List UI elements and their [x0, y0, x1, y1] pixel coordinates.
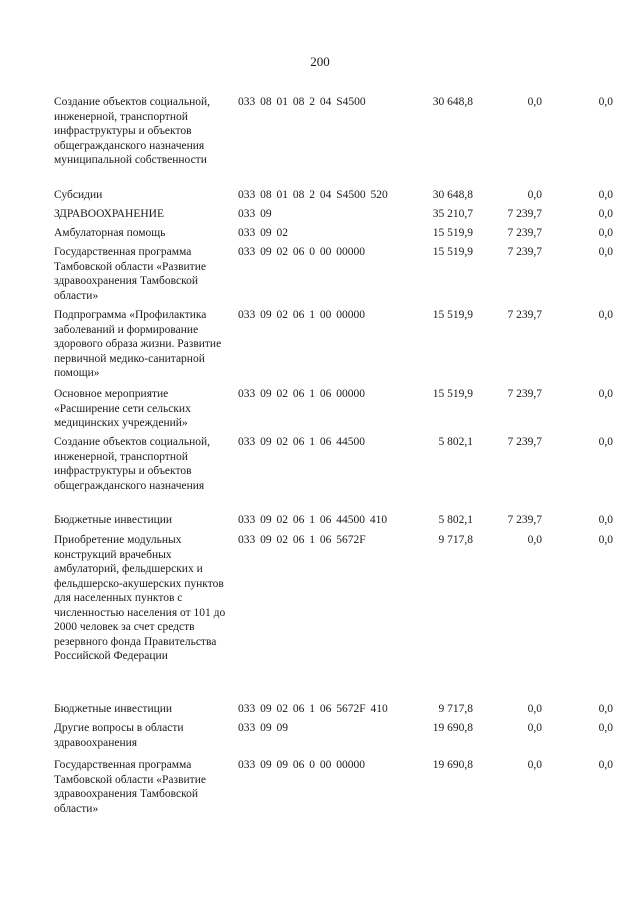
row-code: 033 09 02 06 1 06 44500 410 — [238, 514, 388, 526]
row-value-1: 9 717,8 — [438, 703, 473, 715]
row-name: Бюджетные инвестиции — [54, 514, 173, 526]
row-value-3: 0,0 — [598, 514, 613, 526]
row-value-2: 7 239,7 — [507, 436, 542, 448]
row-value-2: 7 239,7 — [507, 309, 542, 321]
row-name: ЗДРАВООХРАНЕНИЕ — [54, 208, 165, 220]
row-value-2: 0,0 — [527, 96, 542, 108]
row-value-3: 0,0 — [598, 534, 613, 546]
table-row — [0, 702, 640, 721]
row-name: Государственная программа Тамбовской области «Развитие здравоохранения Тамбовской области» — [54, 759, 206, 815]
table-row — [0, 95, 640, 188]
table-row — [0, 245, 640, 308]
row-value-2: 7 239,7 — [507, 208, 542, 220]
row-code: 033 09 09 06 0 00 00000 — [238, 759, 365, 771]
row-name: Субсидии — [54, 189, 103, 201]
row-value-2: 0,0 — [527, 722, 542, 734]
table-row — [0, 435, 640, 513]
row-value-1: 30 648,8 — [432, 96, 473, 108]
row-value-3: 0,0 — [598, 227, 613, 239]
row-value-2: 0,0 — [527, 534, 542, 546]
row-value-3: 0,0 — [598, 759, 613, 771]
row-code: 033 09 — [238, 208, 272, 220]
table-row — [0, 513, 640, 533]
row-name: Амбулаторная помощь — [54, 227, 166, 239]
row-value-3: 0,0 — [598, 189, 613, 201]
row-name: Другие вопросы в области здравоохранения — [54, 722, 184, 749]
row-code: 033 08 01 08 2 04 S4500 520 — [238, 189, 388, 201]
row-code: 033 09 02 06 0 00 00000 — [238, 246, 365, 258]
row-value-2: 7 239,7 — [507, 227, 542, 239]
row-value-1: 9 717,8 — [438, 534, 473, 546]
row-value-3: 0,0 — [598, 722, 613, 734]
row-name: Приобретение модульных конструкций врачебных амбулаторий, фельдшерских и фельдшерско-акушерских пунктов для населенных пунктов с численностью населения от 101 до 2000 человек за счет средств резервного фонда Правительства Российской Федерации — [54, 534, 226, 662]
table-row — [0, 226, 640, 245]
row-value-1: 5 802,1 — [438, 436, 473, 448]
row-value-2: 7 239,7 — [507, 514, 542, 526]
row-value-3: 0,0 — [598, 388, 613, 400]
row-value-1: 19 690,8 — [432, 759, 473, 771]
row-value-1: 5 802,1 — [438, 514, 473, 526]
row-value-3: 0,0 — [598, 246, 613, 258]
row-value-2: 7 239,7 — [507, 246, 542, 258]
row-name: Создание объектов социальной, инженерной, транспортной инфраструктуры и объектов общегражданского назначения муниципальной собственности — [54, 96, 211, 166]
row-value-3: 0,0 — [598, 436, 613, 448]
row-code: 033 09 02 — [238, 227, 288, 239]
row-name: Основное мероприятие «Расширение сети сельских медицинских учреждений» — [54, 388, 191, 429]
row-value-3: 0,0 — [598, 703, 613, 715]
row-value-3: 0,0 — [598, 96, 613, 108]
row-name: Бюджетные инвестиции — [54, 703, 173, 715]
table-row — [0, 308, 640, 387]
table-row — [0, 387, 640, 435]
row-name: Создание объектов социальной, инженерной, транспортной инфраструктуры и объектов общегражданского назначения — [54, 436, 211, 492]
row-value-1: 30 648,8 — [432, 189, 473, 201]
row-value-1: 15 519,9 — [432, 227, 473, 239]
row-value-1: 19 690,8 — [432, 722, 473, 734]
row-value-2: 7 239,7 — [507, 388, 542, 400]
row-value-1: 15 519,9 — [432, 309, 473, 321]
row-name: Подпрограмма «Профилактика заболеваний и формирование здорового образа жизни. Развитие первичной медико-санитарной помощи» — [54, 309, 222, 379]
row-code: 033 09 02 06 1 06 00000 — [238, 388, 365, 400]
table-row — [0, 721, 640, 758]
row-code: 033 09 02 06 1 06 5672F 410 — [238, 703, 388, 715]
table-row — [0, 758, 640, 820]
row-code: 033 08 01 08 2 04 S4500 — [238, 96, 366, 108]
row-value-1: 15 519,9 — [432, 388, 473, 400]
row-value-2: 0,0 — [527, 189, 542, 201]
row-value-1: 35 210,7 — [432, 208, 473, 220]
table-row — [0, 533, 640, 702]
page-number: 200 — [310, 54, 330, 69]
row-code: 033 09 02 06 1 06 5672F — [238, 534, 366, 546]
table-row — [0, 207, 640, 226]
row-value-3: 0,0 — [598, 208, 613, 220]
row-value-2: 0,0 — [527, 759, 542, 771]
row-value-2: 0,0 — [527, 703, 542, 715]
row-code: 033 09 09 — [238, 722, 288, 734]
row-value-1: 15 519,9 — [432, 246, 473, 258]
budget-table — [0, 95, 640, 820]
row-name: Государственная программа Тамбовской области «Развитие здравоохранения Тамбовской области» — [54, 246, 206, 302]
row-code: 033 09 02 06 1 06 44500 — [238, 436, 365, 448]
row-code: 033 09 02 06 1 00 00000 — [238, 309, 365, 321]
row-value-3: 0,0 — [598, 309, 613, 321]
table-row — [0, 188, 640, 207]
